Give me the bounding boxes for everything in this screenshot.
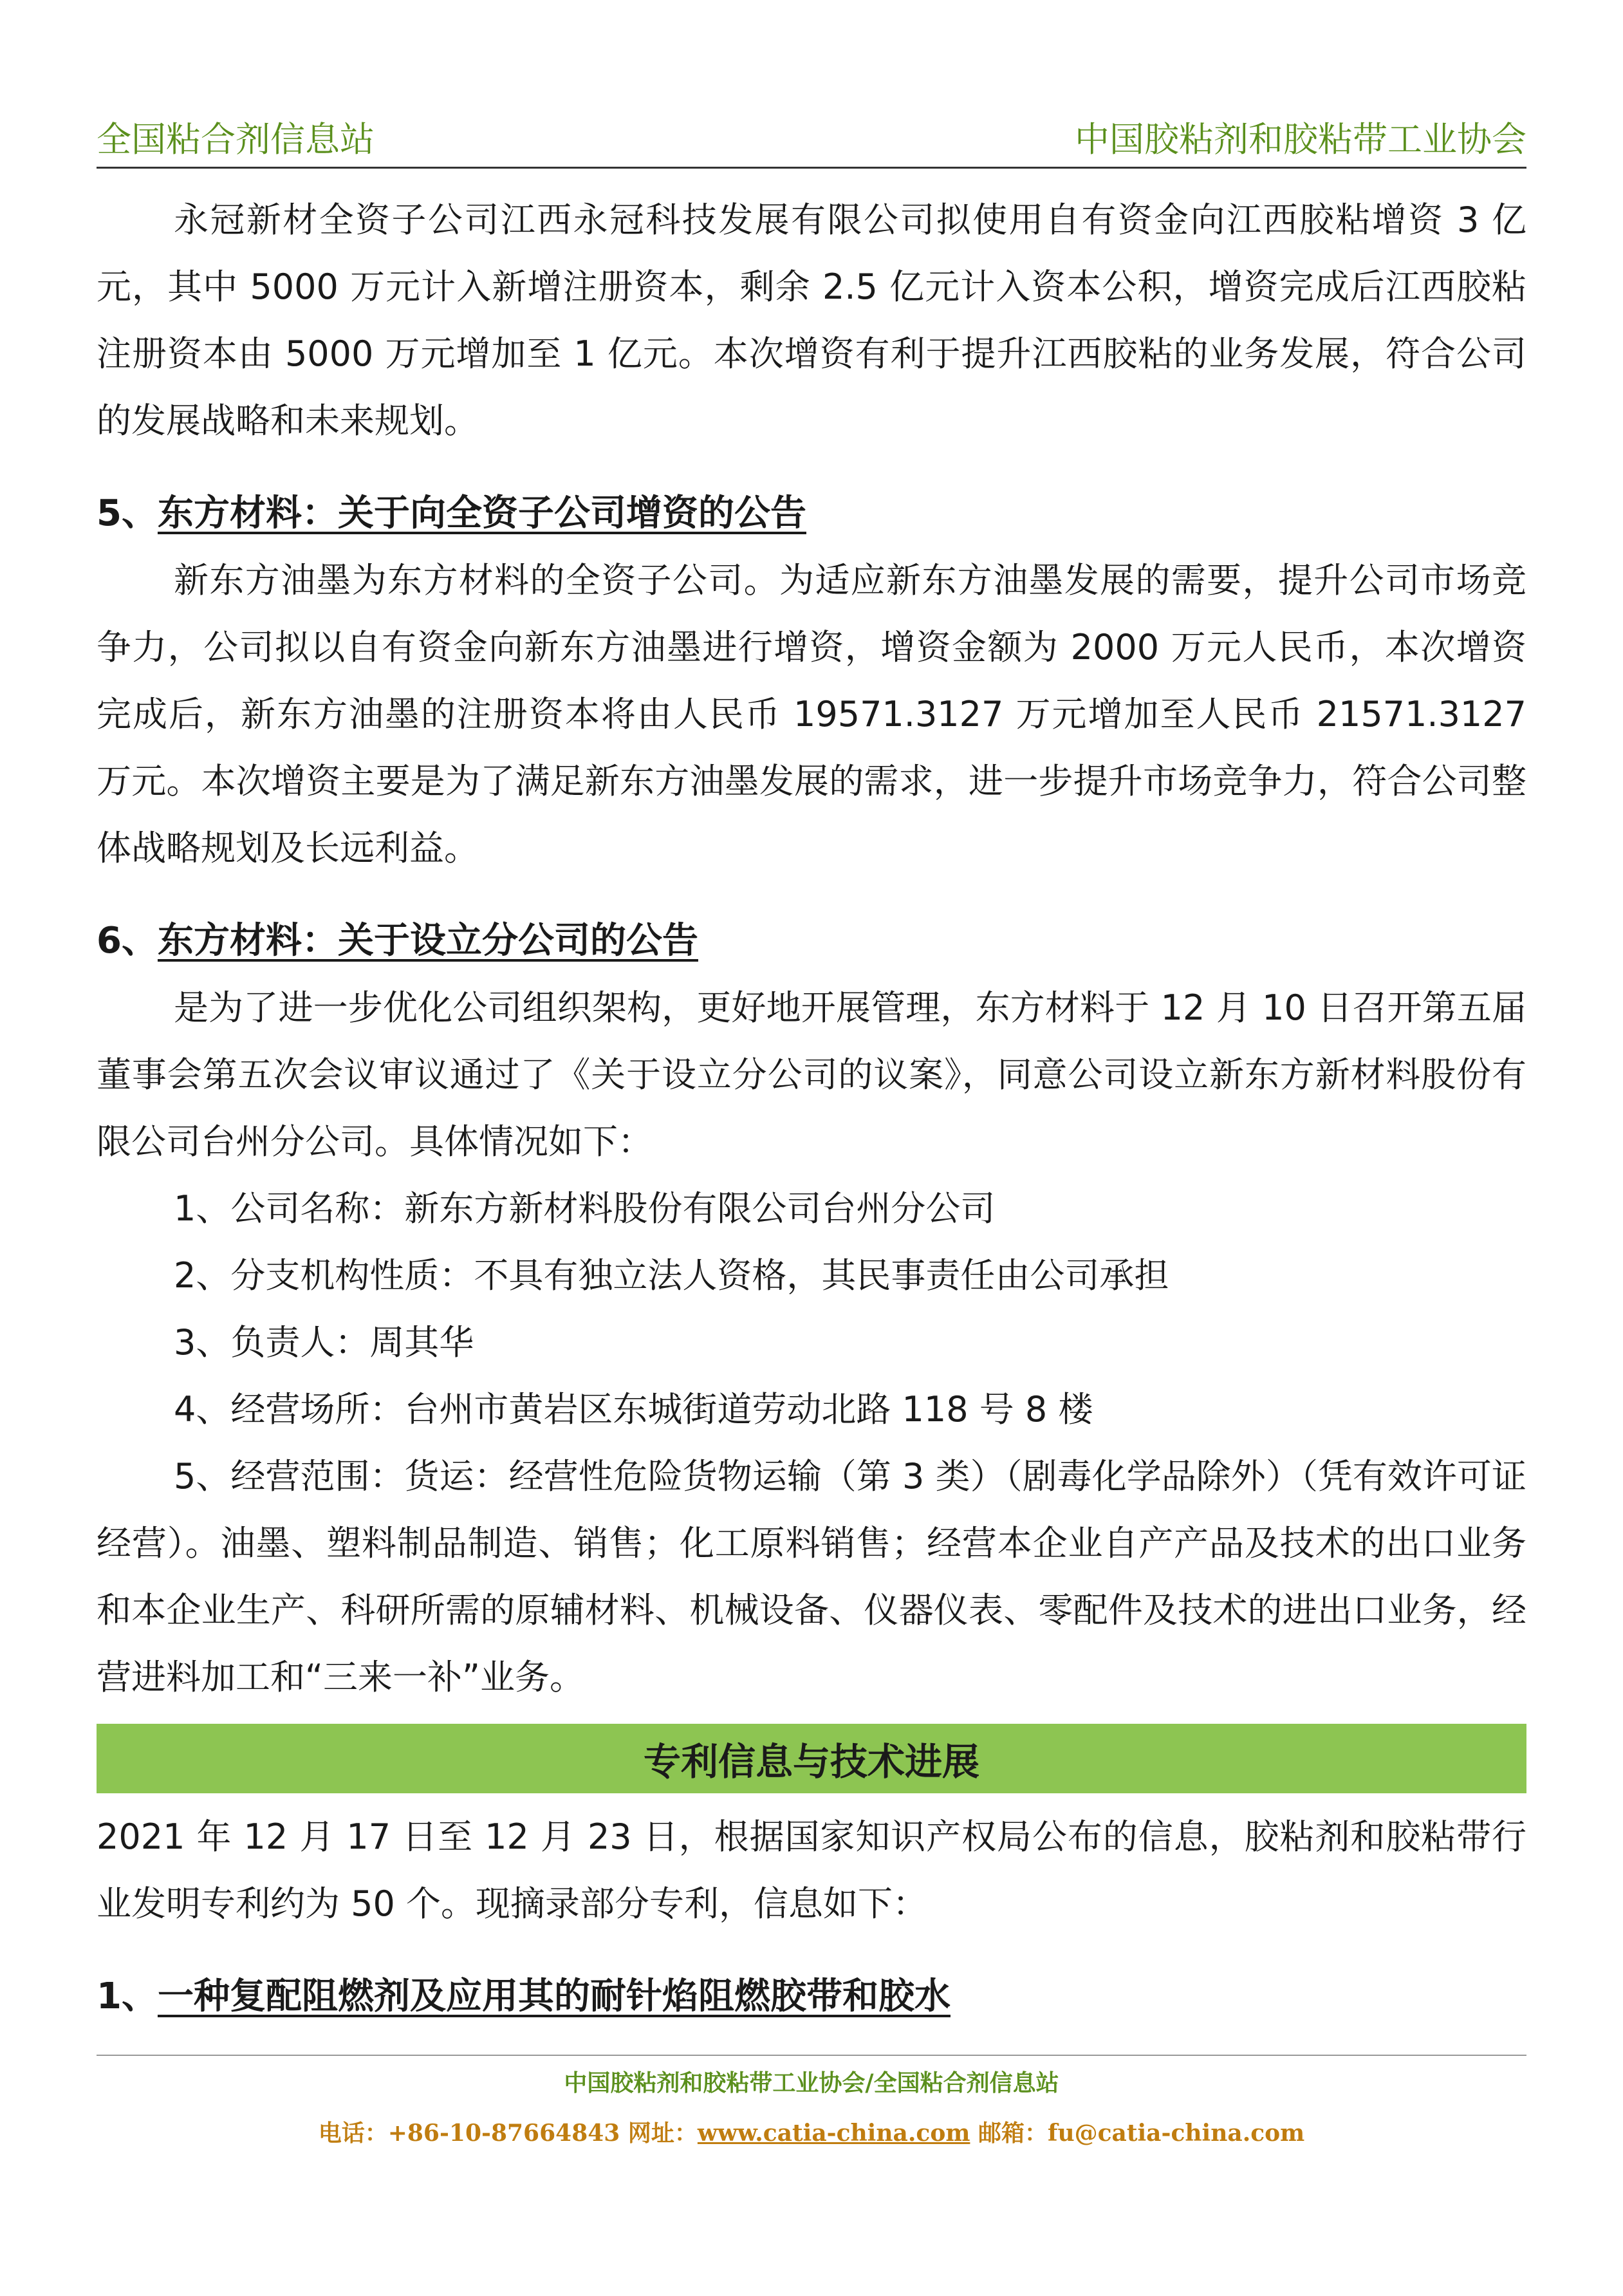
footer-divider xyxy=(97,2055,1526,2056)
email-link[interactable]: fu@catia-china.com xyxy=(1047,2120,1305,2147)
paragraph-patent-intro: 2021 年 12 月 17 日至 12 月 23 日，根据国家知识产权局公布的信息，胶粘剂和胶粘带行业发明专利约为 50 个。现摘录部分专利，信息如下： xyxy=(97,1816,1526,1924)
section-heading-6 xyxy=(97,908,1526,975)
patent-heading-1 xyxy=(97,1963,1526,2030)
heading-number: 5、 xyxy=(97,492,158,534)
footer-contact xyxy=(0,2115,1623,2148)
footer-tel: 电话：+86-10-87664843 网址： xyxy=(318,2120,698,2147)
list-item: 1、公司名称：新东方新材料股份有限公司台州分公司 xyxy=(174,1188,996,1229)
header-right-title: 中国胶粘剂和胶粘带工业协会 xyxy=(1075,119,1526,160)
footer-organization: 中国胶粘剂和胶粘带工业协会/全国粘合剂信息站 xyxy=(564,2069,1059,2096)
website-link[interactable]: www.catia-china.com xyxy=(697,2120,970,2147)
heading-title: 东方材料：关于设立分公司的公告 xyxy=(157,920,698,962)
paragraph-yongguan: 永冠新材全资子公司江西永冠科技发展有限公司拟使用自有资金向江西胶粘增资 3 亿元，其中 5000 万元计入新增注册资本，剩余 2.5 亿元计入资本公积，增资完成后江西胶粘注册资本由 5000 万元增加至 1 亿元。本次增资有利于提升江西胶粘的业务发展，符合公司的发展战略和未来规划。 xyxy=(97,200,1526,441)
heading-title: 东方材料：关于向全资子公司增资的公告 xyxy=(157,492,806,534)
footer-email-label: 邮箱： xyxy=(970,2120,1048,2147)
heading-number: 6、 xyxy=(97,920,158,962)
paragraph-branch: 是为了进一步优化公司组织架构，更好地开展管理，东方材料于 12 月 10 日召开第五届董事会第五次会议审议通过了《关于设立分公司的议案》，同意公司设立新东方新材料股份有限公司台州分公司。具体情况如下： xyxy=(97,987,1526,1162)
paragraph-business-scope: 5、经营范围：货运：经营性危险货物运输（第 3 类）（剧毒化学品除外）（凭有效许可证经营）。油墨、塑料制品制造、销售；化工原料销售；经营本企业自产产品及技术的出口业务和本企业生产、科研所需的原辅材料、机械设备、仪器仪表、零配件及技术的进出口业务，经营进料加工和“三来一补”业务。 xyxy=(97,1456,1526,1697)
list-item: 4、经营场所：台州市黄岩区东城街道劳动北路 118 号 8 楼 xyxy=(174,1389,1093,1430)
paragraph-capital-increase: 新东方油墨为东方材料的全资子公司。为适应新东方油墨发展的需要，提升公司市场竞争力，公司拟以自有资金向新东方油墨进行增资，增资金额为 2000 万元人民币，本次增资完成后，新东方油墨的注册资本将由人民币 19571.3127 万元增加至人民币 21571.3127 万元。本次增资主要是为了满足新东方油墨发展的需求，进一步提升市场竞争力，符合公司整体战略规划及长远利益。 xyxy=(97,560,1526,868)
list-item: 3、负责人：周其华 xyxy=(174,1322,474,1363)
page-header xyxy=(97,109,1526,169)
header-left-title: 全国粘合剂信息站 xyxy=(97,119,375,160)
heading-title: 一种复配阻燃剂及应用其的耐针焰阻燃胶带和胶水 xyxy=(157,1975,951,2017)
section-banner: 专利信息与技术进展 xyxy=(97,1724,1526,1793)
main-content xyxy=(97,187,1526,2030)
heading-number: 1、 xyxy=(97,1975,158,2017)
section-heading-5 xyxy=(97,480,1526,547)
list-item: 2、分支机构性质：不具有独立法人资格，其民事责任由公司承担 xyxy=(174,1255,1169,1296)
